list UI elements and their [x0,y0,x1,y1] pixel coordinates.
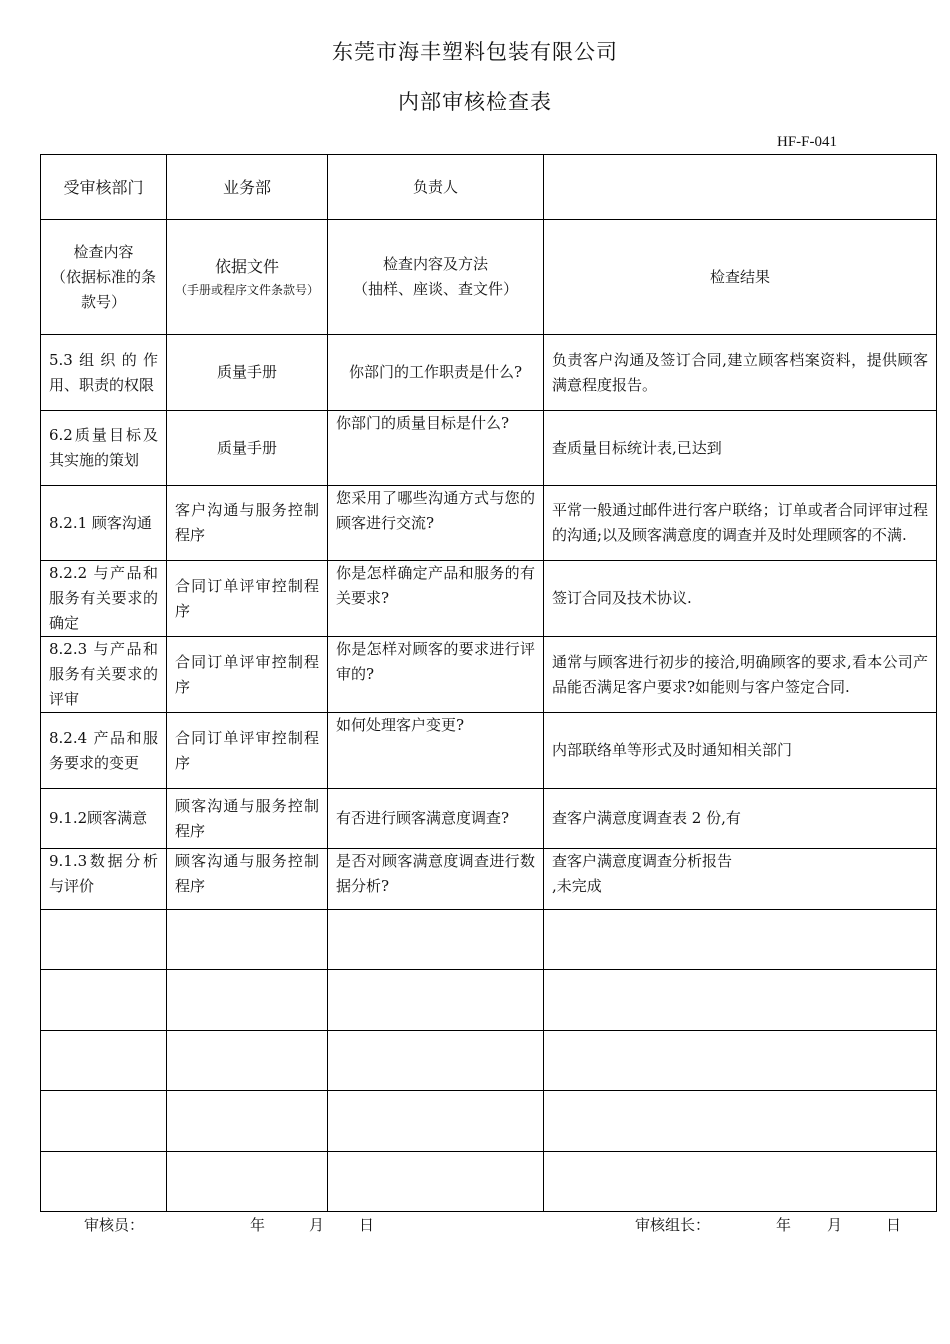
empty-cell[interactable] [328,910,544,970]
result-cell[interactable]: 平常一般通过邮件进行客户联络；订单或者合同评审过程的沟通;以及顾客满意度的调查并及时处理顾客的不满. [544,486,937,561]
col-header-method-title: 检查内容及方法 [382,255,488,273]
col-header-method [328,220,544,335]
empty-cell[interactable] [328,970,544,1031]
document-number: HF-F-041 [777,134,838,150]
empty-cell[interactable] [167,910,328,970]
question-cell: 您采用了哪些沟通方式与您的顾客进行交流? [328,486,544,561]
clause-cell: 5.3组织的作用、职责的权限 [41,335,167,411]
empty-cell[interactable] [544,1152,937,1212]
col-header-result: 检查结果 [544,220,937,335]
auditor-label: 审核员： [84,1216,145,1234]
question-cell: 是否对顾客满意度调查进行数据分析? [328,849,544,910]
owner-label: 负责人 [328,155,544,220]
owner-value[interactable] [544,155,937,220]
empty-cell[interactable] [328,1091,544,1152]
result-cell[interactable]: 内部联络单等形式及时通知相关部门 [544,713,937,789]
question-cell: 你是怎样确定产品和服务的有关要求? [328,561,544,637]
empty-row [41,910,937,970]
table-row [41,713,937,789]
clause-cell: 8.2.1 顾客沟通 [41,486,167,561]
result-cell[interactable]: 查客户满意度调查表 2 份,有 [544,789,937,849]
document-cell: 客户沟通与服务控制程序 [167,486,328,561]
col-header-clause-note: （依据标准的条款号） [50,267,156,311]
clause-cell: 8.2.3 与产品和服务有关要求的评审 [41,637,167,713]
empty-cell[interactable] [544,1091,937,1152]
empty-cell[interactable] [41,910,167,970]
table-row [41,411,937,486]
result-cell[interactable]: 负责客户沟通及签订合同,建立顾客档案资料，提供顾客满意程度报告。 [544,335,937,411]
dept-value[interactable]: 业务部 [167,155,328,220]
clause-cell: 8.2.4 产品和服务要求的变更 [41,713,167,789]
empty-cell[interactable] [41,970,167,1031]
col-header-document-note: （手册或程序文件条款号） [175,282,320,297]
empty-cell[interactable] [41,1031,167,1091]
table-row [41,486,937,561]
result-line: ,未完成 [552,877,602,895]
col-header-document-title: 依据文件 [214,256,279,276]
clause-cell: 9.1.2顾客满意 [41,789,167,849]
empty-row [41,1031,937,1091]
document-cell: 顾客沟通与服务控制程序 [167,849,328,910]
document-cell: 合同订单评审控制程序 [167,713,328,789]
empty-cell[interactable] [328,1152,544,1212]
dept-label: 受审核部门 [41,155,167,220]
result-cell[interactable]: 签订合同及技术协议. [544,561,937,637]
result-cell[interactable]: 通常与顾客进行初步的接洽,明确顾客的要求,看本公司产品能否满足客户要求?如能则与客户签定合同. [544,637,937,713]
document-cell: 合同订单评审控制程序 [167,637,328,713]
table-row [41,789,937,849]
question-cell: 你部门的工作职责是什么? [328,335,544,411]
document-cell: 质量手册 [167,335,328,411]
clause-cell: 6.2质量目标及其实施的策划 [41,411,167,486]
empty-cell[interactable] [544,970,937,1031]
empty-cell[interactable] [328,1031,544,1091]
col-header-document [167,220,328,335]
table-row [41,849,937,910]
clause-cell: 8.2.2 与产品和服务有关要求的确定 [41,561,167,637]
company-name: 东莞市海丰塑料包装有限公司 [332,40,618,64]
table-row [41,637,937,713]
result-cell[interactable] [544,849,937,910]
audit-checklist-table [40,154,937,1212]
question-cell: 你部门的质量目标是什么? [328,411,544,486]
leader-year: 年 [776,1216,792,1234]
col-header-clause [41,220,167,335]
empty-cell[interactable] [544,1031,937,1091]
leader-label: 审核组长： [635,1216,711,1234]
question-cell: 如何处理客户变更? [328,713,544,789]
document-cell: 质量手册 [167,411,328,486]
auditor-day: 日 [359,1216,375,1234]
empty-cell[interactable] [41,1152,167,1212]
empty-row [41,970,937,1031]
form-title: 内部审核检查表 [398,90,552,114]
col-header-method-note: （抽样、座谈、查文件） [352,280,518,298]
empty-cell[interactable] [167,970,328,1031]
table-row [41,561,937,637]
table-row [41,335,937,411]
question-cell: 有否进行顾客满意度调查? [328,789,544,849]
empty-cell[interactable] [167,1091,328,1152]
result-line: 查客户满意度调查分析报告 [552,852,733,870]
department-row [41,155,937,220]
empty-row [41,1091,937,1152]
empty-cell[interactable] [167,1152,328,1212]
clause-cell: 9.1.3数据分析与评价 [41,849,167,910]
result-cell[interactable]: 查质量目标统计表,已达到 [544,411,937,486]
empty-cell[interactable] [167,1031,328,1091]
empty-cell[interactable] [544,910,937,970]
question-cell: 你是怎样对顾客的要求进行评审的? [328,637,544,713]
document-cell: 合同订单评审控制程序 [167,561,328,637]
auditor-year: 年 [250,1216,266,1234]
auditor-month: 月 [309,1216,325,1234]
column-header-row [41,220,937,335]
document-cell: 顾客沟通与服务控制程序 [167,789,328,849]
leader-month: 月 [827,1216,843,1234]
leader-day: 日 [886,1216,902,1234]
empty-cell[interactable] [41,1091,167,1152]
empty-row [41,1152,937,1212]
col-header-clause-title: 检查内容 [73,242,134,261]
